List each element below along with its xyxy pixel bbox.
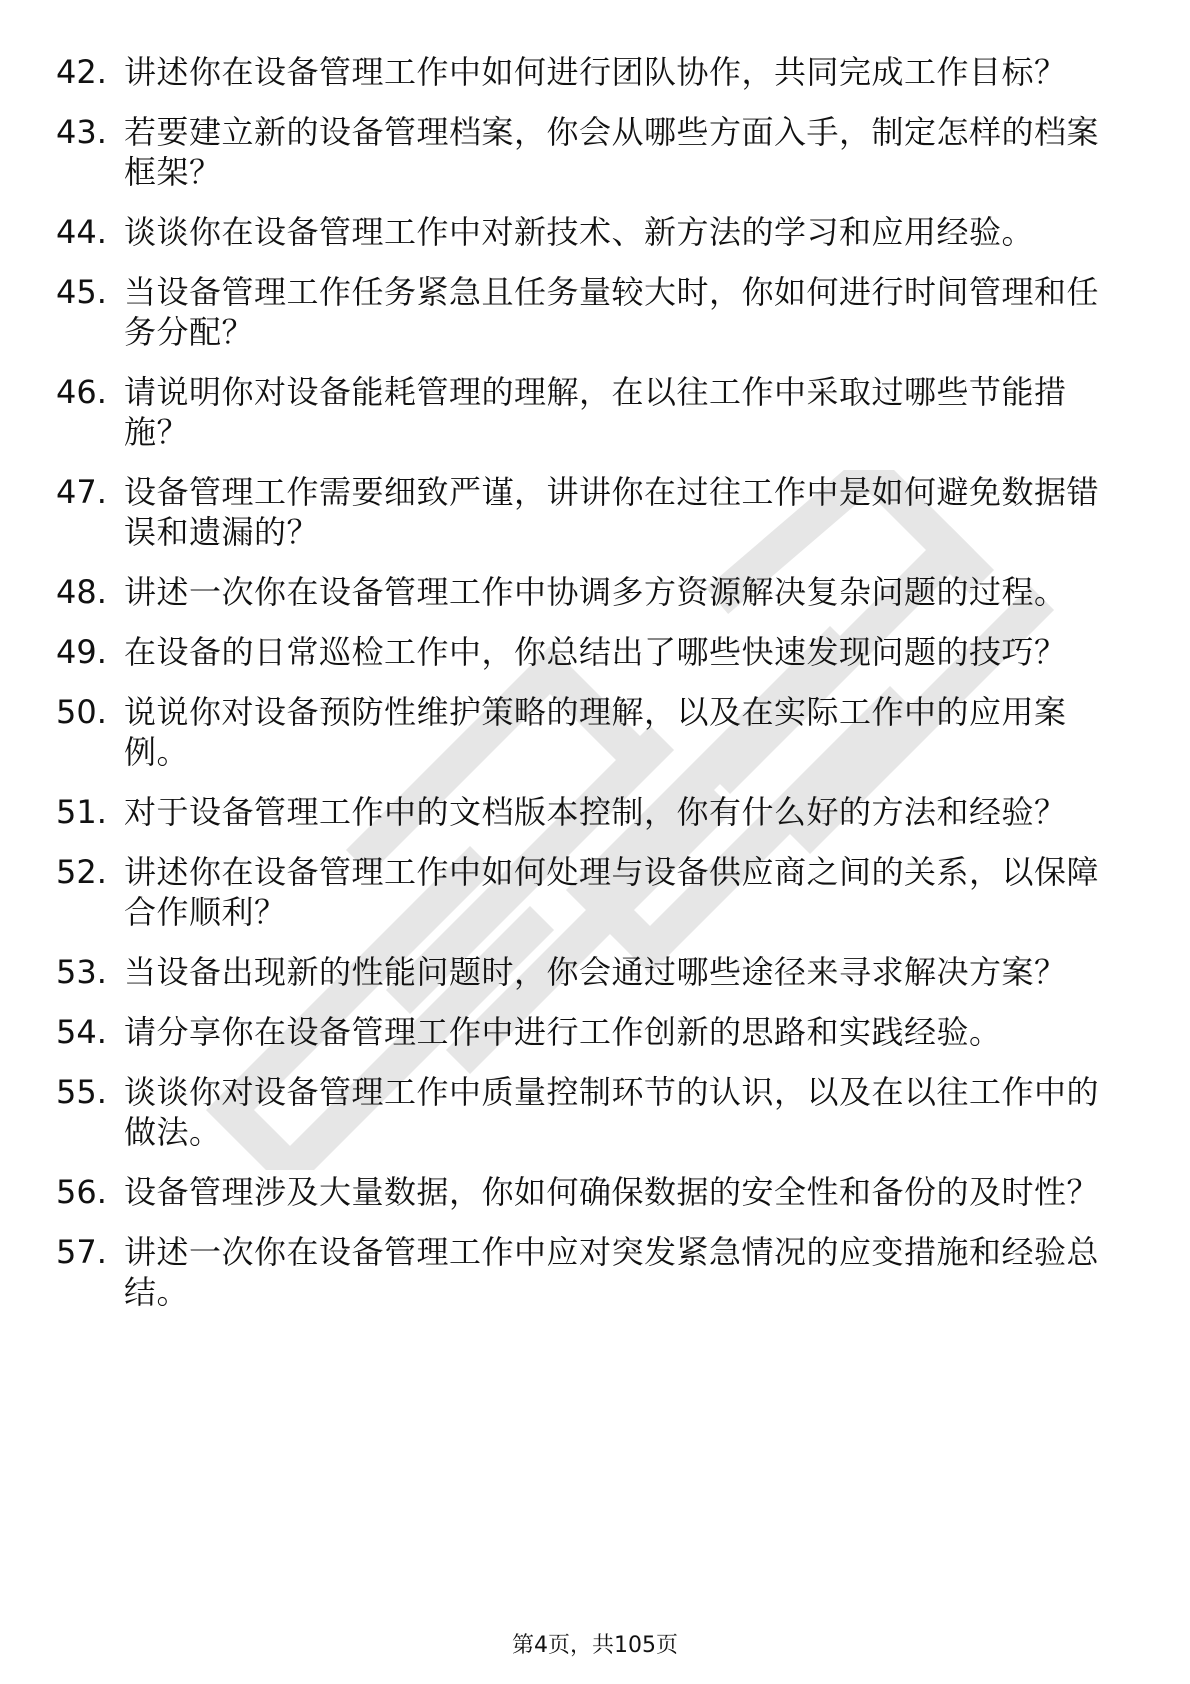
question-item <box>56 632 1116 672</box>
question-item <box>56 572 1116 612</box>
question-text: 当设备管理工作任务紧急且任务量较大时，你如何进行时间管理和任务分配？ <box>124 273 1100 351</box>
question-text: 在设备的日常巡检工作中，你总结出了哪些快速发现问题的技巧？ <box>124 633 1067 671</box>
question-number: 47. <box>56 473 107 511</box>
question-text: 讲述一次你在设备管理工作中协调多方资源解决复杂问题的过程。 <box>124 573 1067 611</box>
question-list <box>56 52 1116 1332</box>
question-text: 谈谈你对设备管理工作中质量控制环节的认识，以及在以往工作中的做法。 <box>124 1073 1100 1151</box>
question-text: 说说你对设备预防性维护策略的理解，以及在实际工作中的应用案例。 <box>124 693 1067 771</box>
question-text: 对于设备管理工作中的文档版本控制，你有什么好的方法和经验？ <box>124 793 1067 831</box>
question-text: 设备管理涉及大量数据，你如何确保数据的安全性和备份的及时性？ <box>124 1173 1100 1211</box>
question-text: 谈谈你在设备管理工作中对新技术、新方法的学习和应用经验。 <box>124 213 1035 251</box>
question-number: 50. <box>56 693 107 731</box>
question-text: 请说明你对设备能耗管理的理解，在以往工作中采取过哪些节能措施？ <box>124 373 1067 451</box>
question-number: 45. <box>56 273 107 311</box>
question-number: 56. <box>56 1173 107 1211</box>
question-item <box>56 852 1116 932</box>
question-number: 52. <box>56 853 107 891</box>
question-number: 53. <box>56 953 107 991</box>
question-text: 设备管理工作需要细致严谨，讲讲你在过往工作中是如何避免数据错误和遗漏的？ <box>124 473 1100 551</box>
question-item <box>56 792 1116 832</box>
page-footer: 第4页，共105页 <box>512 1633 678 1658</box>
question-text: 请分享你在设备管理工作中进行工作创新的思路和实践经验。 <box>124 1013 1002 1051</box>
question-number: 54. <box>56 1013 107 1051</box>
question-item <box>56 692 1116 772</box>
question-item <box>56 272 1116 352</box>
question-text: 讲述你在设备管理工作中如何处理与设备供应商之间的关系，以保障合作顺利？ <box>124 853 1100 931</box>
question-number: 46. <box>56 373 107 411</box>
question-item <box>56 472 1116 552</box>
question-number: 43. <box>56 113 107 151</box>
question-item <box>56 1172 1116 1212</box>
question-number: 42. <box>56 53 107 91</box>
question-text: 讲述你在设备管理工作中如何进行团队协作，共同完成工作目标？ <box>124 53 1067 91</box>
question-number: 44. <box>56 213 107 251</box>
question-item <box>56 952 1116 992</box>
question-number: 51. <box>56 793 107 831</box>
question-number: 57. <box>56 1233 107 1271</box>
question-item <box>56 372 1116 452</box>
question-text: 讲述一次你在设备管理工作中应对突发紧急情况的应变措施和经验总结。 <box>124 1233 1100 1311</box>
question-number: 48. <box>56 573 107 611</box>
question-item <box>56 1232 1116 1312</box>
question-item <box>56 1012 1116 1052</box>
question-text: 当设备出现新的性能问题时，你会通过哪些途径来寻求解决方案？ <box>124 953 1067 991</box>
question-item <box>56 212 1116 252</box>
question-number: 49. <box>56 633 107 671</box>
question-text: 若要建立新的设备管理档案，你会从哪些方面入手，制定怎样的档案框架？ <box>124 113 1100 191</box>
question-item <box>56 112 1116 192</box>
question-item <box>56 52 1116 92</box>
question-item <box>56 1072 1116 1152</box>
question-number: 55. <box>56 1073 107 1111</box>
